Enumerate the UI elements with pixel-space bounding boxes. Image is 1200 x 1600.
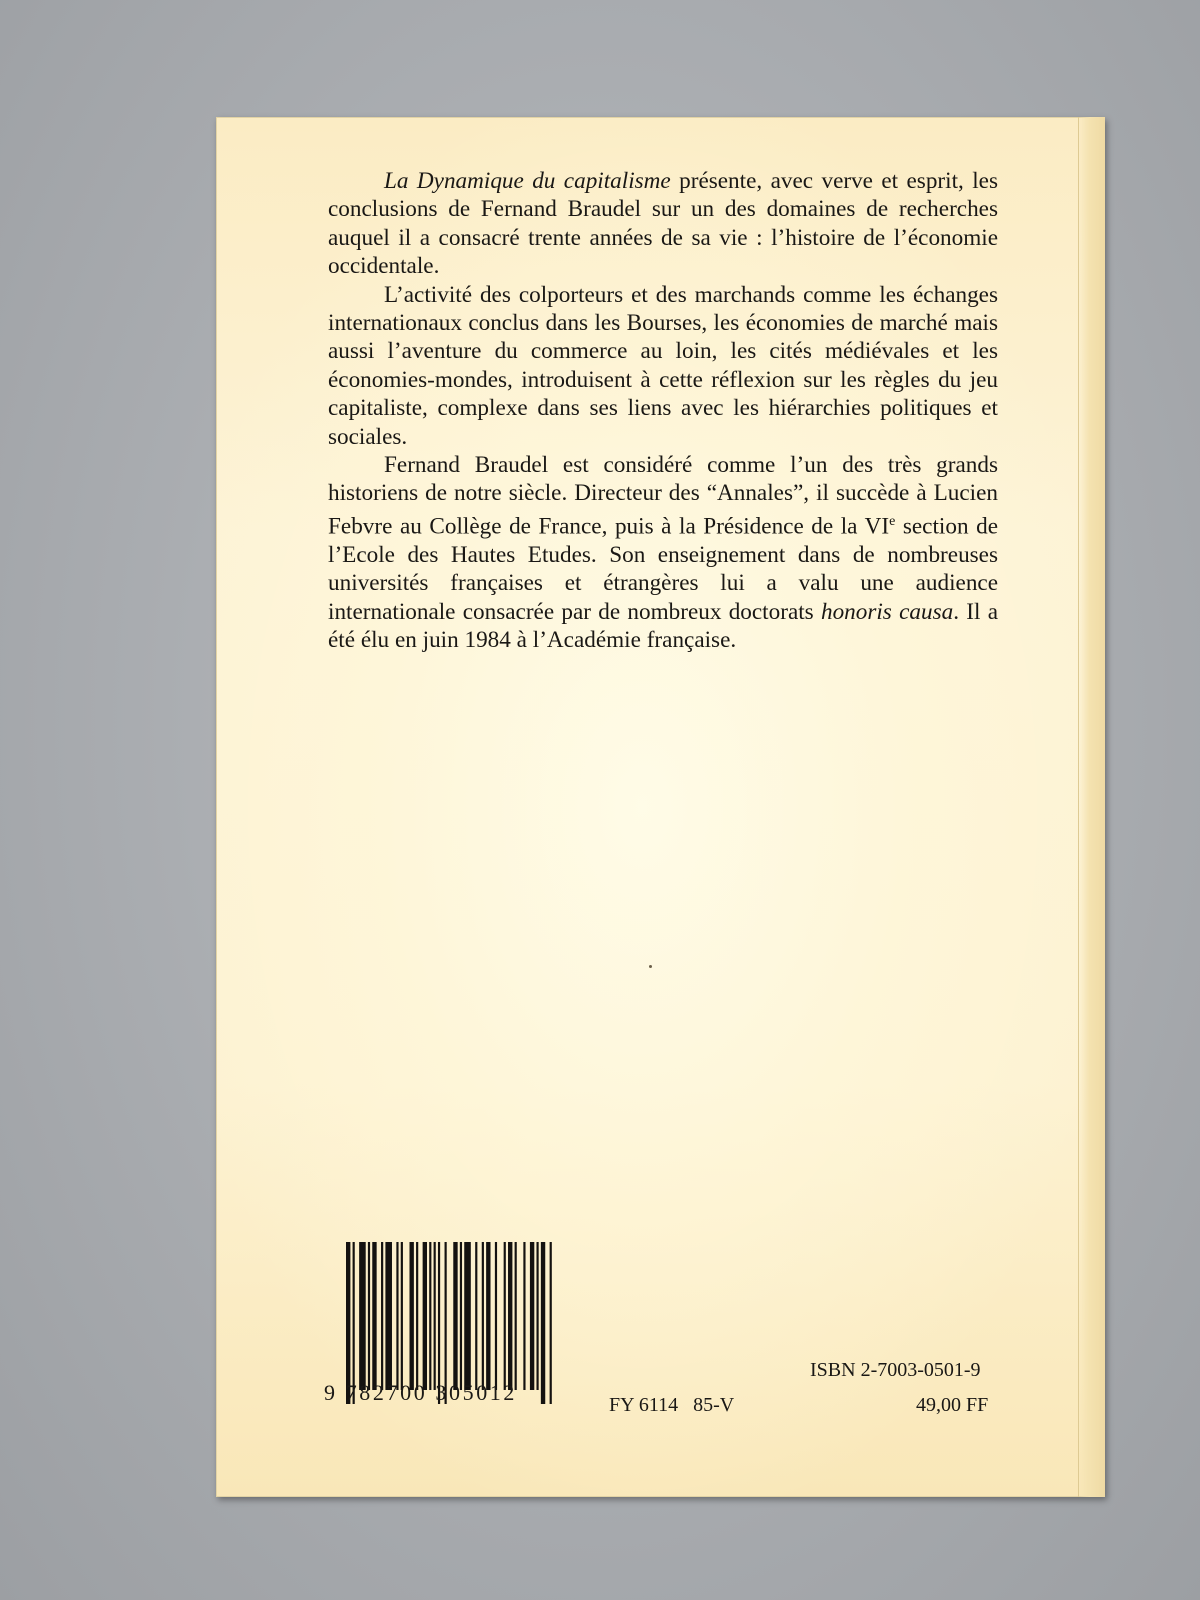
book-back-cover	[216, 117, 1105, 1497]
blurb-paragraph-2: L’activité des colporteurs et des marchands comme les échanges internationaux conclus dans les Bourses, les économies de marché mais aussi l’aventure du commerce au loin, les cités médiévales et les économies-mondes, introduisent à cette réflexion sur les règles du jeu capitaliste, complexe dans ses liens avec les hiérarchies politiques et sociales.	[328, 281, 998, 450]
paragraph-3-text-c: . Il a été élu en juin 1984 à l’Académie française.	[328, 598, 998, 654]
barcode-bar	[495, 1242, 497, 1390]
paragraph-3-text-b: section de l’Ecole des Hautes Etudes. Son enseignement dans de nombreuses universités françaises et étrangères lui a valu une audience internationale consacrée par de nombreux doctorats	[328, 513, 998, 625]
barcode-bar	[453, 1242, 457, 1390]
barcode-bar	[359, 1242, 366, 1390]
paragraph-1-text: présente, avec verve et esprit, les conclusions de Fernand Braudel sur un des domaines de recherches auquel il a consacré trente années de sa vie : l’histoire de l’économie occidentale.	[328, 168, 998, 280]
cover-edge	[1078, 117, 1105, 1497]
paragraph-3-text-a: Fernand Braudel est considéré comme l’un des très grands historiens de notre siècle. Directeur des “Annales”, il succède à Lucien Febvre au Collège de France, puis à la Présidence de la VI	[328, 452, 998, 540]
barcode-bar	[385, 1242, 392, 1390]
barcode-bar	[536, 1242, 538, 1390]
barcode-bar	[409, 1242, 413, 1390]
barcode-bar	[482, 1242, 484, 1390]
barcode-bar	[508, 1242, 512, 1390]
superscript-e: e	[889, 513, 896, 529]
barcode-bar	[423, 1242, 427, 1390]
blurb-paragraph-1	[328, 167, 998, 281]
blurb-text	[328, 167, 998, 655]
honoris-causa: honoris causa	[820, 598, 954, 625]
barcode-bar	[401, 1242, 403, 1390]
blurb-paragraph-3	[328, 451, 998, 655]
series-code: FY 6114 85-V	[609, 1394, 735, 1416]
barcode-bar	[372, 1242, 376, 1390]
barcode-bar	[523, 1242, 525, 1390]
barcode-bar	[541, 1242, 545, 1404]
barcode-digits: 9 782700 305012	[324, 1380, 517, 1405]
barcode-bar	[460, 1242, 462, 1390]
barcode-bar	[416, 1242, 418, 1390]
paper-speck	[649, 965, 652, 968]
barcode-bar	[475, 1242, 477, 1390]
price-label: 49,00 FF	[916, 1394, 989, 1416]
barcode-bar	[381, 1242, 383, 1390]
barcode-bar	[530, 1242, 534, 1390]
barcode-bar	[396, 1242, 398, 1390]
book-title: La Dynamique du capitalisme	[384, 168, 671, 194]
ean-barcode	[324, 1242, 554, 1407]
barcode-bar	[464, 1242, 471, 1390]
barcode-bar	[515, 1242, 517, 1390]
barcode-bar	[368, 1242, 370, 1390]
barcode-bar	[434, 1242, 436, 1390]
isbn-number: ISBN 2-7003-0501-9	[810, 1359, 981, 1381]
barcode-bar	[486, 1242, 490, 1390]
barcode-bar	[429, 1242, 431, 1390]
barcode-bar	[550, 1242, 552, 1404]
barcode-bar	[504, 1242, 506, 1390]
